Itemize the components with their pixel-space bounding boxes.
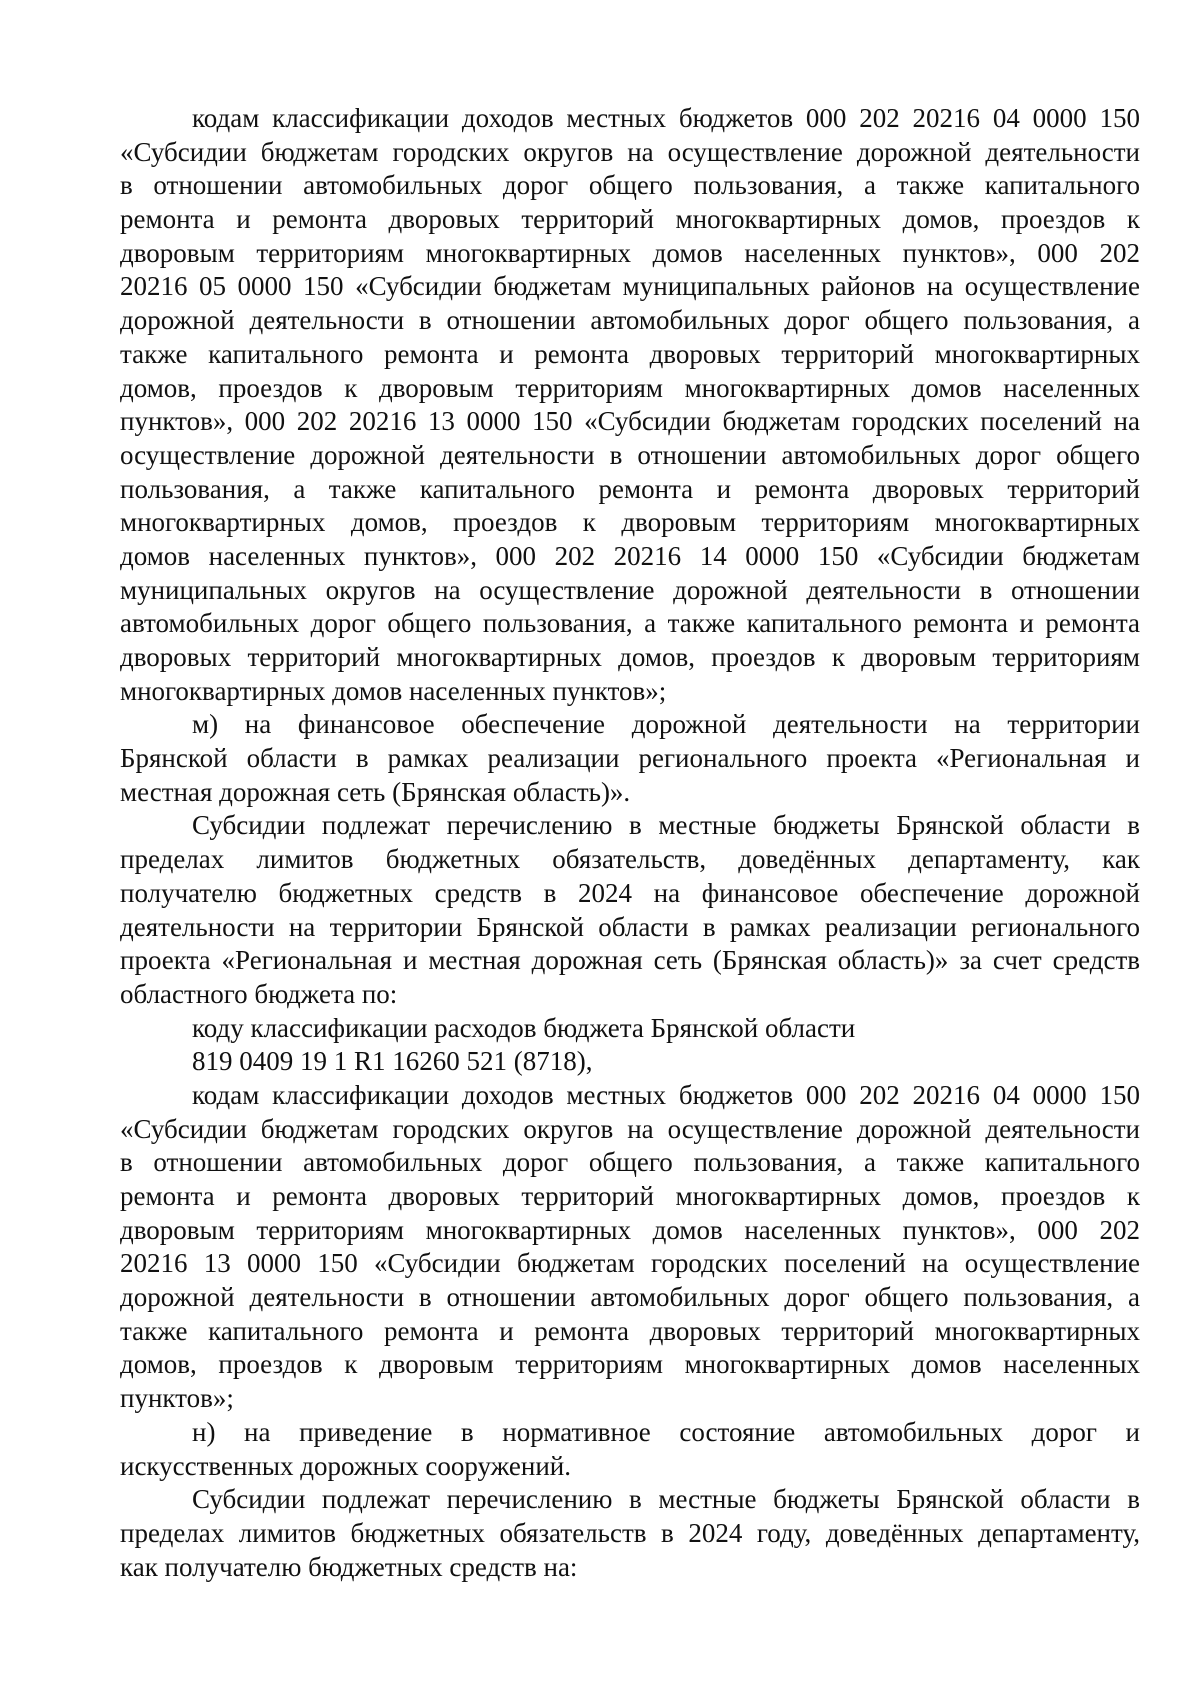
text-line: также капитального ремонта и ремонта дворовых территорий многоквартирных [120, 1315, 1140, 1346]
text-line: «Субсидии бюджетам городских округов на осуществление дорожной деятельности [120, 1113, 1140, 1144]
text-line: муниципальных округов на осуществление дорожной деятельности в отношении [120, 574, 1140, 605]
text-line: ремонта и ремонта дворовых территорий многоквартирных домов, проездов к [120, 204, 1140, 235]
text-line: Субсидии подлежат перечислению в местные бюджеты Брянской области в [192, 810, 1140, 841]
text-line: коду классификации расходов бюджета Брянской области [192, 1012, 856, 1043]
text-line: н) на приведение в нормативное состояние автомобильных дорог и [192, 1416, 1140, 1447]
text-line: кодам классификации доходов местных бюджетов 000 202 20216 04 0000 150 [192, 103, 1140, 133]
text-line: пределах лимитов бюджетных обязательств в 2024 году, доведённых департаменту, [120, 1517, 1140, 1548]
text-line: кодам классификации доходов местных бюджетов 000 202 20216 04 0000 150 [192, 1079, 1140, 1110]
text-line: Субсидии подлежат перечислению в местные бюджеты Брянской области в [192, 1484, 1140, 1515]
text-line: «Субсидии бюджетам городских округов на осуществление дорожной деятельности [120, 136, 1140, 167]
text-line: ремонта и ремонта дворовых территорий многоквартирных домов, проездов к [120, 1181, 1140, 1211]
text-line: пунктов», 000 202 20216 13 0000 150 «Субсидии бюджетам городских поселений на [120, 406, 1140, 437]
text-line: многоквартирных домов населенных пунктов»; [120, 675, 667, 706]
text-line: многоквартирных домов, проездов к дворовым территориям многоквартирных [120, 507, 1140, 538]
text-line: пользования, а также капитального ремонта и ремонта дворовых территорий [120, 473, 1140, 504]
text-line: в отношении автомобильных дорог общего пользования, а также капитального [120, 1147, 1140, 1178]
text-line: областного бюджета по: [120, 978, 398, 1009]
text-line: также капитального ремонта и ремонта дворовых территорий многоквартирных [120, 338, 1140, 369]
text-line: 20216 05 0000 150 «Субсидии бюджетам муниципальных районов на осуществление [120, 271, 1140, 302]
text-line: осуществление дорожной деятельности в отношении автомобильных дорог общего [120, 439, 1140, 470]
text-line: домов, проездов к дворовым территориям многоквартирных домов населенных [120, 1349, 1140, 1380]
text-line: Брянской области в рамках реализации регионального проекта «Региональная и [120, 743, 1140, 774]
text-line: в отношении автомобильных дорог общего пользования, а также капитального [120, 170, 1140, 201]
document-body [120, 102, 1140, 1584]
text-line: дворовым территориям многоквартирных домов населенных пунктов», 000 202 [120, 237, 1140, 268]
text-line: дворовых территорий многоквартирных домов, проездов к дворовым территориям [120, 642, 1140, 672]
text-line: 819 0409 19 1 R1 16260 521 (8718), [192, 1046, 593, 1077]
text-line: получателю бюджетных средств в 2024 на финансовое обеспечение дорожной [120, 877, 1140, 908]
text-line: проекта «Региональная и местная дорожная сеть (Брянская область)» за счет средств [120, 945, 1140, 976]
text-line: домов, проездов к дворовым территориям многоквартирных домов населенных [120, 372, 1140, 403]
text-line: дворовым территориям многоквартирных домов населенных пунктов», 000 202 [120, 1214, 1140, 1245]
text-line: местная дорожная сеть (Брянская область)». [120, 776, 631, 807]
text-line: пунктов»; [120, 1383, 234, 1414]
text-line: как получателю бюджетных средств на: [120, 1551, 578, 1582]
text-line: деятельности на территории Брянской области в рамках реализации регионального [120, 911, 1140, 942]
text-line: дорожной деятельности в отношении автомобильных дорог общего пользования, а [120, 1282, 1140, 1313]
text-line: домов населенных пунктов», 000 202 20216 14 0000 150 «Субсидии бюджетам [120, 540, 1140, 571]
text-line: дорожной деятельности в отношении автомобильных дорог общего пользования, а [120, 305, 1140, 336]
text-line: 20216 13 0000 150 «Субсидии бюджетам городских поселений на осуществление [120, 1248, 1140, 1279]
text-line: пределах лимитов бюджетных обязательств, доведённых департаменту, как [120, 844, 1140, 875]
text-line: м) на финансовое обеспечение дорожной деятельности на территории [192, 709, 1140, 740]
text-line: автомобильных дорог общего пользования, а также капитального ремонта и ремонта [120, 608, 1140, 639]
text-line: искусственных дорожных сооружений. [120, 1450, 572, 1481]
